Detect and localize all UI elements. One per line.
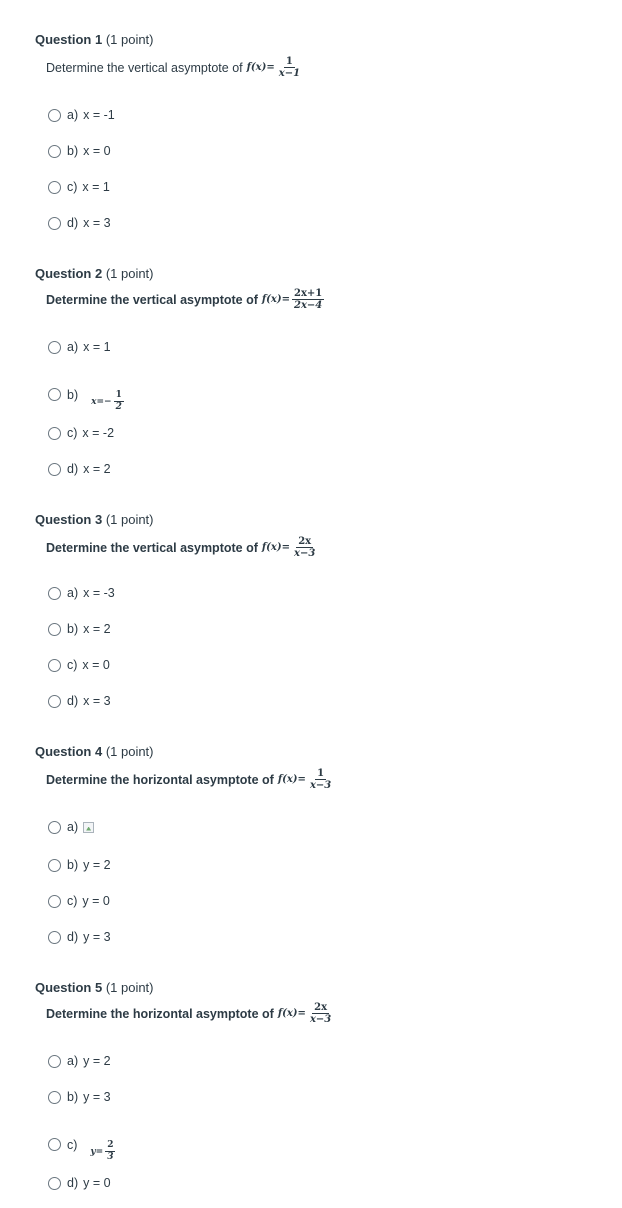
question-number: Question 2 (35, 266, 103, 281)
broken-image-icon (83, 822, 94, 833)
radio-button[interactable] (48, 821, 61, 834)
function-name: f(x) (277, 774, 298, 785)
prompt-text: Determine the vertical asymptote of (46, 540, 258, 555)
prompt-text: Determine the vertical asymptote of (46, 60, 243, 75)
radio-button[interactable] (48, 859, 61, 872)
question-prompt (46, 56, 302, 79)
option-text: y = 0 (82, 894, 110, 908)
question-title (35, 266, 154, 281)
math-sign: =− (96, 396, 112, 407)
radio-button[interactable] (48, 1138, 61, 1151)
option-letter: d) (67, 694, 79, 708)
radio-button[interactable] (48, 427, 61, 440)
math-variable: x (91, 396, 97, 407)
option-letter: d) (67, 930, 79, 944)
option-math (90, 1140, 115, 1163)
option-a[interactable] (48, 1054, 111, 1068)
option-letter: a) (67, 340, 79, 354)
option-c[interactable] (48, 426, 114, 440)
fraction-numerator: 2x (298, 536, 312, 547)
option-letter: a) (67, 820, 79, 834)
question-points: (1 point) (105, 32, 154, 47)
option-text: y = 3 (83, 1090, 111, 1104)
fraction-denominator: x−3 (294, 548, 316, 559)
question-number: Question 5 (35, 980, 103, 995)
function-name: f(x) (261, 294, 282, 305)
option-b[interactable] (48, 622, 111, 636)
fraction-numerator: 1 (317, 768, 325, 779)
option-b[interactable] (48, 1090, 111, 1104)
function-name: f(x) (277, 1008, 298, 1019)
fraction-numerator: 2x (314, 1002, 328, 1013)
option-letter: d) (67, 1176, 79, 1190)
option-letter: c) (67, 180, 78, 194)
radio-button[interactable] (48, 931, 61, 944)
option-text: y = 3 (83, 930, 111, 944)
question-prompt (46, 288, 324, 311)
option-c[interactable] (48, 894, 110, 908)
radio-button[interactable] (48, 1177, 61, 1190)
option-c[interactable] (48, 180, 110, 194)
question-prompt (46, 536, 317, 559)
function-expression: f(x) = $\frac{1}{x-3}$ (277, 768, 332, 791)
option-letter: c) (67, 426, 78, 440)
question-prompt (46, 1002, 333, 1025)
option-d[interactable] (48, 216, 111, 230)
radio-button[interactable] (48, 623, 61, 636)
function-expression: f(x) = $\frac{2x}{x-3}$ (277, 1002, 332, 1025)
option-d[interactable] (48, 462, 111, 476)
option-letter: b) (67, 144, 79, 158)
option-b[interactable] (48, 858, 111, 872)
option-a[interactable] (48, 586, 115, 600)
fraction-denominator: x−3 (309, 780, 332, 791)
option-letter: a) (67, 108, 79, 122)
option-c[interactable] (48, 1126, 115, 1163)
prompt-text: Determine the horizontal asymptote of (46, 1006, 274, 1021)
radio-button[interactable] (48, 109, 61, 122)
question-number: Question 4 (35, 744, 103, 759)
prompt-text: Determine the vertical asymptote of (46, 292, 258, 307)
option-a[interactable] (48, 820, 94, 834)
option-letter: b) (67, 1090, 79, 1104)
function-expression: f(x) = $\frac{1}{x-1}$ (246, 56, 301, 79)
option-c[interactable] (48, 658, 110, 672)
radio-button[interactable] (48, 695, 61, 708)
fraction-numerator: 2x+1 (294, 288, 323, 299)
option-text: x = 3 (83, 694, 111, 708)
radio-button[interactable] (48, 463, 61, 476)
option-d[interactable] (48, 1176, 111, 1190)
radio-button[interactable] (48, 181, 61, 194)
question-points: (1 point) (105, 266, 154, 281)
option-text: x = -2 (82, 426, 115, 440)
question-points: (1 point) (105, 980, 154, 995)
option-letter: a) (67, 1054, 79, 1068)
option-text: x = 0 (82, 658, 110, 672)
option-letter: c) (67, 658, 78, 672)
fraction-denominator: 3 (107, 1152, 114, 1162)
fraction-numerator: 2 (107, 1140, 114, 1150)
option-d[interactable] (48, 694, 111, 708)
option-text: x = 0 (83, 144, 111, 158)
option-text: x = 3 (83, 216, 111, 230)
option-text: y = 2 (83, 858, 111, 872)
radio-button[interactable] (48, 659, 61, 672)
function-expression: f(x) = $\frac{2x}{x-3}$ (261, 536, 316, 559)
option-text: x = 1 (82, 180, 110, 194)
prompt-text: Determine the horizontal asymptote of (46, 772, 274, 787)
question-title (35, 744, 154, 759)
radio-button[interactable] (48, 1091, 61, 1104)
question-points: (1 point) (105, 744, 154, 759)
radio-button[interactable] (48, 587, 61, 600)
radio-button[interactable] (48, 145, 61, 158)
question-number: Question 3 (35, 512, 103, 527)
question-prompt (46, 768, 333, 791)
option-b[interactable] (48, 144, 111, 158)
option-text: x = -3 (83, 586, 115, 600)
function-expression: f(x) = $\frac{2x+1}{2x-4}$ (261, 288, 323, 311)
option-text: x = -1 (83, 108, 115, 122)
option-letter: c) (67, 894, 78, 908)
question-title (35, 512, 154, 527)
option-letter: b) (67, 387, 79, 402)
math-sign: = (95, 1146, 104, 1157)
option-text: x = 2 (83, 622, 111, 636)
question-title (35, 32, 154, 47)
option-b[interactable] (48, 376, 124, 413)
fraction-denominator: 2x−4 (294, 300, 323, 311)
question-number: Question 1 (35, 32, 103, 47)
option-letter: d) (67, 462, 79, 476)
fraction-numerator: 1 (285, 56, 293, 67)
option-letter: b) (67, 622, 79, 636)
function-name: f(x) (246, 62, 267, 73)
fraction-denominator: x−3 (309, 1014, 332, 1025)
question-title (35, 980, 154, 995)
radio-button[interactable] (48, 341, 61, 354)
option-text: y = 2 (83, 1054, 111, 1068)
option-letter: c) (67, 1137, 78, 1152)
option-text: y = 0 (83, 1176, 111, 1190)
option-text: x = 1 (83, 340, 111, 354)
radio-button[interactable] (48, 895, 61, 908)
option-a[interactable] (48, 340, 111, 354)
question-points: (1 point) (105, 512, 154, 527)
option-letter: a) (67, 586, 79, 600)
fraction-denominator: 2 (115, 402, 122, 412)
option-letter: d) (67, 216, 79, 230)
math-variable: y (90, 1146, 96, 1157)
option-math (91, 390, 124, 413)
option-text: x = 2 (83, 462, 111, 476)
option-d[interactable] (48, 930, 111, 944)
fraction-numerator: 1 (115, 390, 122, 400)
function-name: f(x) (261, 542, 282, 553)
radio-button[interactable] (48, 1055, 61, 1068)
fraction-denominator: x−1 (278, 68, 301, 79)
option-a[interactable] (48, 108, 115, 122)
radio-button[interactable] (48, 217, 61, 230)
radio-button[interactable] (48, 388, 61, 401)
option-letter: b) (67, 858, 79, 872)
